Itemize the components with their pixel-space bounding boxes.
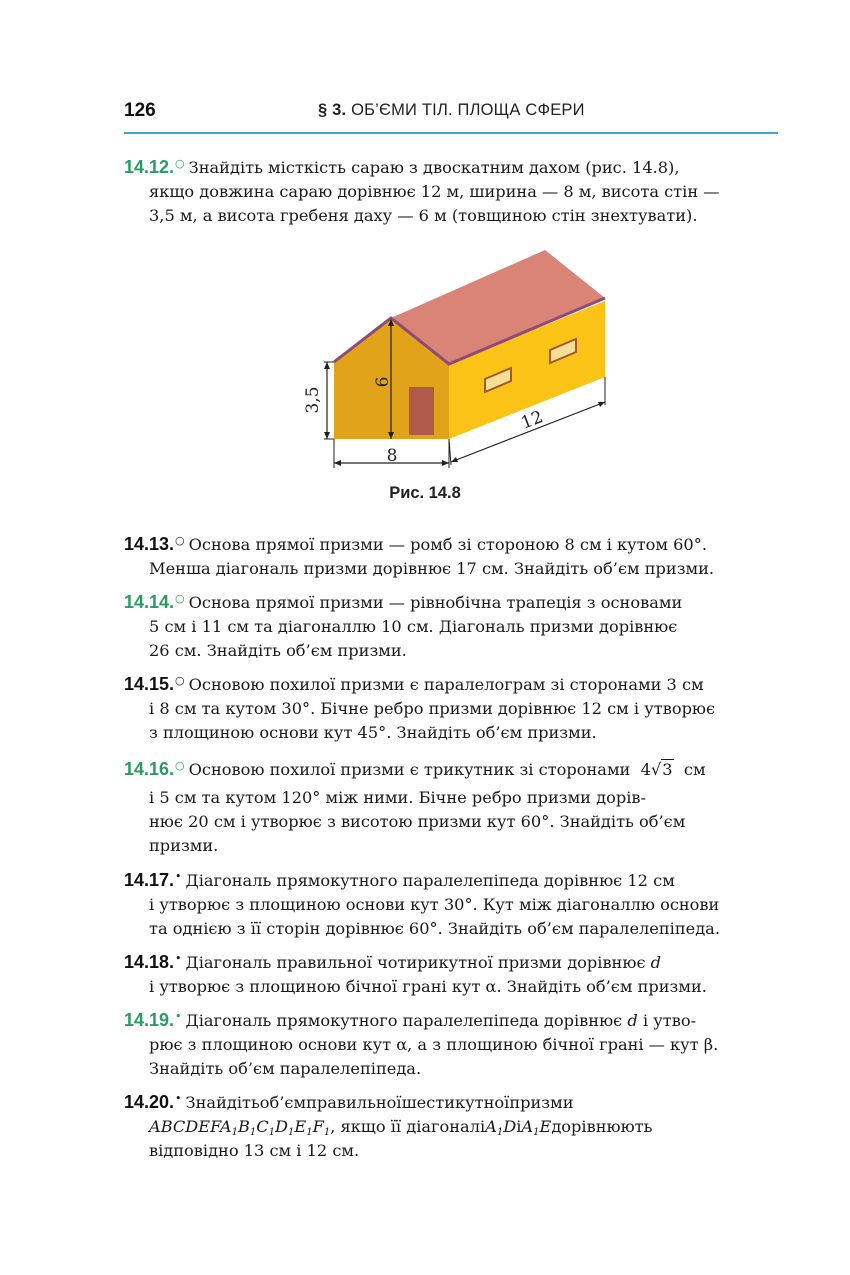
problem-text: і 8 см та кутом 30°. Бічне ребро призми дорівнює 12 см і утворює	[149, 699, 716, 718]
length-label: 12	[518, 407, 546, 434]
problem-text: і утворює з площиною бічної грані кут α. Знайдіть об’єм призми.	[149, 977, 707, 996]
problem-number: 14.12.	[124, 157, 175, 177]
problem-text: рює з площиною основи кут α, а з площиною бічної грані — кут β.	[149, 1035, 719, 1054]
problem-text: відповідно 13 см і 12 см.	[149, 1141, 360, 1160]
section-label: § 3.	[318, 101, 347, 119]
problem-word: об’єм	[259, 1093, 307, 1112]
problem-word: Знайдіть	[185, 1093, 260, 1112]
problem-14-19	[124, 1005, 778, 1081]
problem-number: 14.18.	[124, 952, 175, 972]
problem-text: і утворює з площиною основи кут 30°. Кут між діагоналлю основи	[149, 895, 720, 914]
page-header	[124, 100, 778, 134]
problem-number: 14.19.	[124, 1010, 175, 1030]
problem-14-17	[124, 865, 778, 941]
section-title	[318, 101, 585, 120]
difficulty-mark: ○	[175, 674, 185, 687]
problem-number: 14.16.	[124, 759, 175, 779]
problem-14-16	[124, 754, 778, 858]
problem-text: з площиною основи кут 45°. Знайдіть об’єм призми.	[149, 723, 597, 742]
problem-text: Діагональ прямокутного паралелепіпеда дорівнює 12 см	[185, 871, 675, 890]
problem-text: $ABCDEFA_1B_1C_1D_1E_1F_1$, якщо її діагоналіA$_1$DіA$_1$Eдорівнюють	[149, 1117, 653, 1138]
difficulty-mark: ○	[175, 534, 185, 547]
problem-text: призми.	[149, 836, 219, 855]
problem-14-15	[124, 669, 778, 745]
problem-text: та однією з її сторін дорівнює 60°. Знайдіть об’єм паралелепіпеда.	[149, 919, 720, 938]
problem-text: і 5 см та кутом 120° між ними. Бічне ребро призми дорів-	[149, 788, 646, 807]
ridge-height-label: 6	[373, 376, 393, 388]
barn-figure	[290, 240, 620, 475]
problem-text: 5 см і 11 см та діагоналлю 10 см. Діагональ призми дорівнює	[149, 617, 678, 636]
difficulty-mark: •	[175, 1092, 182, 1105]
problem-14-14	[124, 587, 778, 663]
problem-number: 14.20.	[124, 1092, 175, 1112]
difficulty-mark: ○	[175, 157, 185, 170]
barn-illustration	[290, 240, 620, 475]
difficulty-mark: •	[175, 1010, 182, 1023]
problem-text: Основа прямої призми — ромб зі стороною 8 см і кутом 60°.	[188, 535, 707, 554]
diagonal-a1e: $A_1E$	[521, 1117, 552, 1138]
problem-word: шестикутної	[401, 1093, 510, 1112]
difficulty-mark: •	[175, 870, 182, 883]
problem-text: Основа прямої призми — рівнобічна трапеція з основами	[188, 593, 683, 612]
problem-14-13	[124, 529, 778, 581]
problem-number: 14.14.	[124, 592, 175, 612]
problem-text: Знайдіть місткість сараю з двоскатним дахом (рис. 14.8),	[188, 158, 680, 177]
problem-text: якщо довжина сараю дорівнює 12 м, ширина — 8 м, висота стін —	[149, 182, 720, 201]
section-name: ОБ’ЄМИ ТІЛ. ПЛОЩА СФЕРИ	[351, 101, 585, 119]
square-root: √3	[650, 760, 673, 779]
difficulty-mark: ○	[175, 759, 185, 772]
problem-text: 26 см. Знайдіть об’єм призми.	[149, 641, 407, 660]
diagonal-a1d: $A_1D$	[485, 1117, 517, 1138]
problem-text: Менша діагональ призми дорівнює 17 см. Знайдіть об’єм призми.	[149, 559, 715, 578]
difficulty-mark: •	[175, 952, 182, 965]
wall-height-label: 3,5	[303, 386, 323, 414]
problem-number: 14.17.	[124, 870, 175, 890]
problem-text: Знайдіть об’єм паралелепіпеда.	[149, 1059, 422, 1078]
problem-14-18	[124, 947, 778, 999]
problem-word: призми	[509, 1093, 574, 1112]
width-label: 8	[386, 446, 398, 466]
problem-text: Основою похилої призми є паралелограм зі сторонами 3 см	[188, 675, 704, 694]
page-number: 126	[124, 100, 156, 121]
problem-text: Діагональ прямокутного паралелепіпеда дорівнює d і утво-	[185, 1011, 697, 1030]
prism-notation: $ABCDEFA_1B_1C_1D_1E_1F_1$, якщо її діагоналі	[149, 1117, 486, 1138]
problem-14-20	[124, 1087, 778, 1163]
difficulty-mark: ○	[175, 592, 185, 605]
problem-text: Основою похилої призми є трикутник зі сторонами 4√3 см	[189, 760, 706, 779]
problem-text: Діагональ правильної чотирикутної призми дорівнює d	[185, 953, 662, 972]
problem-number: 14.15.	[124, 674, 175, 694]
figure-caption: Рис. 14.8	[389, 484, 461, 502]
problem-14-12	[124, 152, 778, 228]
problem-text: нює 20 см і утворює з висотою призми кут 60°. Знайдіть об’єм	[149, 812, 686, 831]
problem-word: правильної	[306, 1093, 402, 1112]
problem-text: 3,5 м, а висота гребеня даху — 6 м (товщиною стін знехтувати).	[149, 206, 698, 225]
problem-number: 14.13.	[124, 534, 175, 554]
door	[409, 387, 434, 435]
